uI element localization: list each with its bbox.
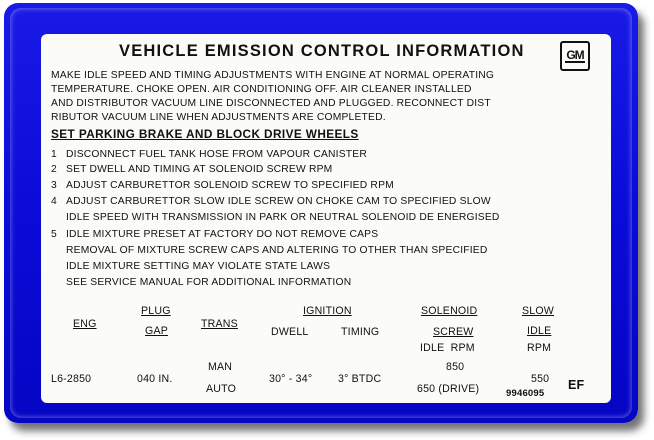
step-text: ADJUST CARBURETTOR SOLENOID SCREW TO SPECIFIED RPM	[66, 180, 394, 191]
step-number: 3	[51, 180, 57, 191]
step-text: IDLE MIXTURE PRESET AT FACTORY DO NOT REMOVE CAPS	[66, 229, 379, 240]
slow-header: SLOW	[522, 305, 554, 317]
step-text: SET DWELL AND TIMING AT SOLENOID SCREW RPM	[66, 164, 333, 175]
timing-value: 3° BTDC	[338, 373, 382, 385]
step-number: 2	[51, 164, 57, 175]
gap-value: 040 IN.	[137, 373, 173, 385]
intro-line: AND DISTRIBUTOR VACUUM LINE DISCONNECTED AND PLUGGED. RECONNECT DIST	[51, 98, 491, 109]
step-number: 5	[51, 229, 57, 240]
trans-header: TRANS	[201, 318, 238, 330]
idle-header: IDLE	[527, 325, 552, 337]
engine-code: EF	[568, 378, 585, 392]
step-text: IDLE SPEED WITH TRANSMISSION IN PARK OR NEUTRAL SOLENOID DE ENERGISED	[66, 212, 500, 223]
rpm-header: RPM	[527, 342, 552, 354]
part-number: 9946095	[506, 388, 545, 399]
intro-line: MAKE IDLE SPEED AND TIMING ADJUSTMENTS WITH ENGINE AT NORMAL OPERATING	[51, 70, 495, 81]
step-text: DISCONNECT FUEL TANK HOSE FROM VAPOUR CANISTER	[66, 149, 367, 160]
trans-man-value: MAN	[208, 361, 233, 373]
dwell-value: 30° - 34°	[269, 373, 313, 385]
procedure-heading: SET PARKING BRAKE AND BLOCK DRIVE WHEELS	[51, 127, 359, 141]
intro-line: TEMPERATURE. CHOKE OPEN. AIR CONDITIONING OFF. AIR CLEANER INSTALLED	[51, 84, 472, 95]
engine-value: L6-2850	[51, 373, 92, 385]
gm-logo: GM	[560, 41, 590, 71]
step-text: ADJUST CARBURETTOR SLOW IDLE SCREW ON CHOKE CAM TO SPECIFIED SLOW	[66, 196, 491, 207]
step-text: SEE SERVICE MANUAL FOR ADDITIONAL INFORMATION	[66, 277, 352, 288]
step-number: 4	[51, 196, 57, 207]
trans-auto-value: AUTO	[206, 383, 237, 395]
dwell-header: DWELL	[271, 326, 309, 338]
solenoid-man-value: 850	[446, 361, 465, 373]
screw-header: SCREW	[433, 326, 474, 338]
intro-line: RIBUTOR VACUUM LINE WHEN ADJUSTMENTS ARE COMPLETED.	[51, 112, 386, 123]
label-title: VEHICLE EMISSION CONTROL INFORMATION	[119, 42, 525, 60]
solenoid-header: SOLENOID	[421, 305, 478, 317]
slow-idle-value: 550	[531, 373, 550, 385]
step-text: IDLE MIXTURE SETTING MAY VIOLATE STATE LAWS	[66, 261, 331, 272]
solenoid-auto-value: 650 (DRIVE)	[417, 383, 480, 395]
idle-rpm-header: IDLE RPM	[420, 342, 475, 354]
emission-label	[41, 34, 611, 403]
timing-header: TIMING	[341, 326, 380, 338]
eng-header: ENG	[73, 318, 97, 330]
plug-header: PLUG	[141, 305, 171, 317]
step-number: 1	[51, 149, 57, 160]
gap-header: GAP	[145, 325, 168, 337]
step-text: REMOVAL OF MIXTURE SCREW CAPS AND ALTERING TO OTHER THAN SPECIFIED	[66, 245, 488, 256]
ignition-header: IGNITION	[303, 305, 352, 317]
